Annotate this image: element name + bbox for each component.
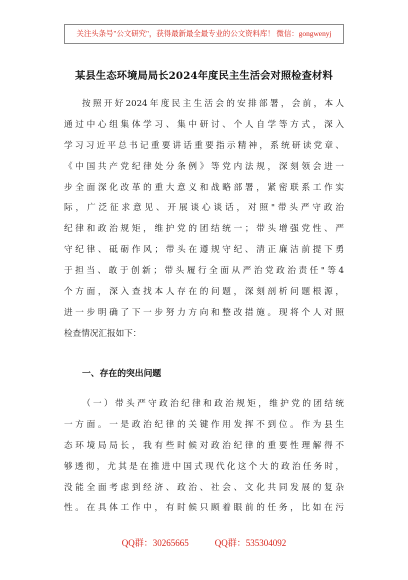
text-line: 守纪律、砥砺作风；带头在遵规守纪、清正廉洁前提下勇 — [64, 245, 344, 256]
text-line: 个方面，深入查找本人存在的问题，深刻剖析问题根源， — [64, 287, 344, 298]
text-line: 际，广泛征求意见、开展谈心谈话，对照"带头严守政治 — [64, 203, 344, 214]
text-line: 检查情况汇报如下： — [64, 328, 142, 339]
text-line: 《中国共产党纪律处分条例》等党内法规，深刻领会进一 — [64, 161, 344, 172]
text-line: 没能全面考虑到经济、政治、社会、文化共同发展的复杂 — [64, 482, 344, 493]
text-line: （一）带头严守政治纪律和政治规矩，维护党的团结统 — [82, 399, 344, 409]
promo-banner — [64, 24, 344, 44]
footer-qq-group-2: QQ群：535304092 — [214, 538, 287, 548]
section-paragraph — [64, 394, 344, 519]
text-line: 性。在具体工作中，有时候只顾着眼前的任务，比如在污 — [64, 503, 344, 514]
text-line: 通过中心组集体学习、集中研讨、个人自学等方式，深入 — [64, 119, 344, 130]
text-line: 纪律和政治规矩，维护党的团结统一；带头增强党性、严 — [64, 224, 344, 235]
text-line: 于担当、敢于创新；带头履行全面从严治党政治责任"等4 — [64, 266, 344, 277]
text-line: 态环境局局长，我有些时候对政治纪律的重要性理解得不 — [64, 440, 344, 451]
intro-paragraph — [64, 94, 344, 345]
promo-banner-text: 关注头条号"公文研究"，获得最新最全最专业的公文资料库！ 微信：gongwenyj — [76, 29, 332, 38]
document-title: 某县生态环境局局长2024年度民主生活会对照检查材料 — [75, 70, 333, 82]
text-line: 一方面。一是政治纪律的关键作用发挥不到位。作为县生 — [64, 419, 344, 430]
section-heading: 一、存在的突出问题 — [82, 369, 162, 379]
text-line: 按照开好2024年度民主生活会的安排部署，会前，本人 — [82, 99, 344, 109]
footer-contact — [0, 536, 408, 549]
text-line: 学习习近平总书记重要讲话重要指示精神，系统研读党章、 — [64, 140, 344, 151]
footer-qq-group-1: QQ群：30265665 — [121, 538, 189, 548]
text-line: 步全面深化改革的重大意义和战略部署，紧密联系工作实 — [64, 182, 344, 193]
text-line: 够透彻，尤其是在推进中国式现代化这个大的政治任务时， — [64, 461, 344, 472]
text-line: 进一步明确了下一步努力方向和整改措施。现将个人对照 — [64, 307, 344, 318]
